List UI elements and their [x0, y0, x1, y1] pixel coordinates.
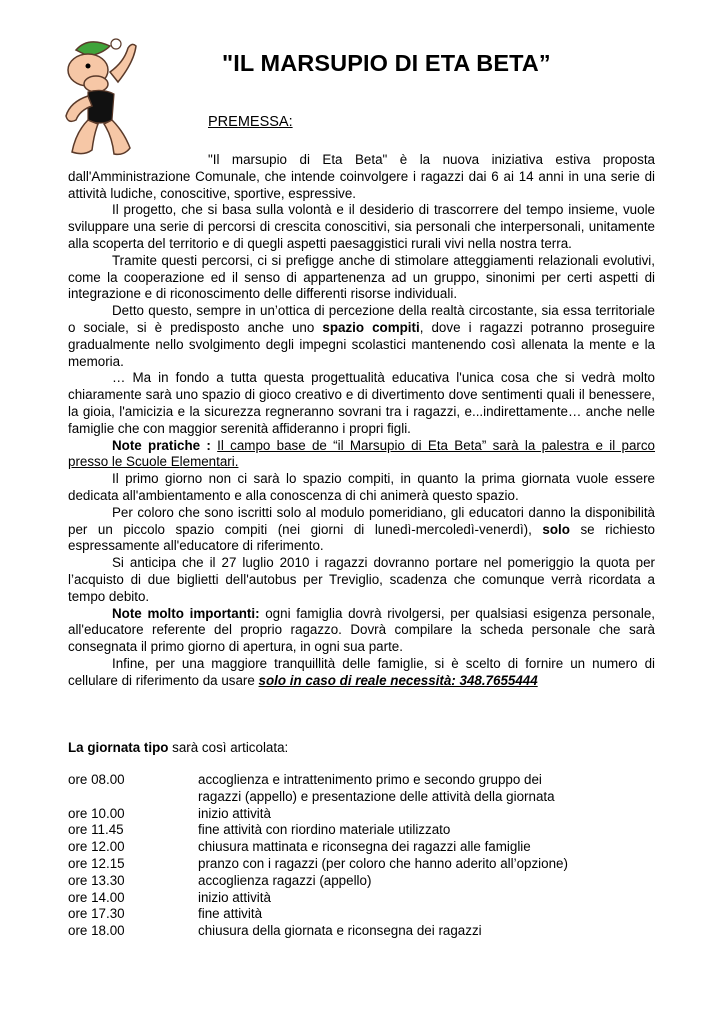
- schedule-row: [68, 873, 668, 890]
- schedule-time: [68, 789, 198, 806]
- paragraph-6: [68, 438, 655, 472]
- schedule-row: [68, 906, 668, 923]
- eta-beta-mascot-icon: [58, 36, 166, 158]
- schedule-activity: ragazzi (appello) e presentazione delle attività della giornata: [198, 788, 555, 804]
- paragraph-3: Tramite questi percorsi, ci si prefigge anche di stimolare atteggiamenti relazionali evolutivi, come la cooperazione ed il senso di appartenenza ad un gruppo, sinonimi per certi aspetti di integrazione e di riconoscimento delle differenti risorse individuali.: [68, 252, 655, 302]
- paragraph-4: [68, 303, 655, 370]
- paragraph-2: Il progetto, che si basa sulla volontà e il desiderio di trascorrere del tempo insieme, vuole sviluppare una serie di percorsi di crescita conoscitivi, sia personali che interpersonali, unitamente alla scoperta del territorio e di quegli aspetti paesaggistici rurali vivi nella nostra terra.: [68, 202, 655, 251]
- paragraph-10-text: ogni famiglia dovrà rivolgersi, per qualsiasi esigenza personale, all'educatore referente del proprio ragazzo. Dovrà compilare la scheda personale che sarà consegnata il primo giorno di apertura, in ogni sua parte.: [68, 605, 655, 655]
- schedule-time: ore 08.00: [68, 772, 125, 787]
- schedule-row: [68, 789, 668, 806]
- paragraph-10: [68, 606, 655, 656]
- giornata-tipo-heading: [68, 740, 288, 755]
- schedule-activity: accoglienza ragazzi (appello): [198, 872, 372, 888]
- schedule-row: [68, 772, 668, 789]
- schedule-row: [68, 856, 668, 873]
- schedule-activity: accoglienza e intrattenimento primo e secondo gruppo dei: [198, 772, 542, 787]
- schedule-activity: inizio attività: [198, 805, 271, 821]
- paragraph-9: Si anticipa che il 27 luglio 2010 i ragazzi dovranno portare nel pomeriggio la quota per l’acquisto di due biglietti dell'autobus per Treviglio, scadenza che comunque verrà ricordata a tempo debito.: [68, 555, 655, 604]
- schedule-activity: fine attività: [198, 906, 263, 922]
- paragraph-5: … Ma in fondo a tutta questa progettualità educativa l'unica cosa che si vedrà molto chiaramente sarà uno spazio di gioco creativo e di divertimento dove sentimenti quali il benessere, la gioia, l'amicizia e la sicurezza regneranno sovrani tra i ragazzi, e...indirettamente… anche nelle famiglie che con maggior serenità affideranno i propri figli.: [68, 370, 655, 436]
- paragraph-11: [68, 656, 655, 690]
- schedule-row: [68, 923, 668, 940]
- solo-emphasis: solo: [542, 521, 570, 537]
- schedule-time: ore 12.00: [68, 839, 125, 855]
- schedule-time: ore 13.30: [68, 872, 125, 888]
- paragraph-7: Il primo giorno non ci sarà lo spazio compiti, in quanto la prima giornata vuole essere dedicata all'ambientamento e alla conoscenza di chi animerà questo spazio.: [68, 471, 655, 503]
- schedule-activity: fine attività con riordino materiale utilizzato: [198, 822, 451, 838]
- note-importanti-label: Note molto importanti:: [112, 605, 260, 621]
- schedule-time: ore 12.15: [68, 855, 125, 871]
- emergency-phone-number: solo in caso di reale necessità: 348.7655444: [258, 672, 538, 688]
- schedule-time: ore 17.30: [68, 906, 125, 922]
- spazio-compiti-emphasis: spazio compiti: [322, 319, 420, 335]
- schedule-row: [68, 890, 668, 907]
- note-pratiche-label: Note pratiche :: [112, 437, 218, 453]
- schedule-time: ore 11.45: [68, 822, 124, 838]
- schedule-time: ore 10.00: [68, 805, 125, 821]
- paragraph-1: "Il marsupio di Eta Beta" è la nuova iniziativa estiva proposta dall'Amministrazione Comunale, che intende coinvolgere i ragazzi dai 6 ai 14 anni in una serie di attività ludiche, conoscitive, sportive, espressive.: [68, 152, 655, 201]
- schedule-activity: chiusura mattinata e riconsegna dei ragazzi alle famiglie: [198, 839, 531, 855]
- campo-base-text: Il campo base de “il Marsupio di Eta Beta” sarà la palestra e il parco presso le Scuole Elementari.: [68, 437, 656, 470]
- paragraph-8-text-b: se richiesto espressamente all'educatore di riferimento.: [68, 521, 655, 554]
- paragraph-8: [68, 505, 655, 555]
- schedule-time: ore 14.00: [68, 889, 125, 905]
- giornata-tipo-label: La giornata tipo: [68, 740, 169, 755]
- schedule-time: ore 18.00: [68, 923, 125, 939]
- schedule-activity: chiusura della giornata e riconsegna dei ragazzi: [198, 923, 482, 939]
- schedule-activity: pranzo con i ragazzi (per coloro che hanno aderito all’opzione): [198, 855, 568, 871]
- daily-schedule: [68, 772, 668, 940]
- document-title: "IL MARSUPIO DI ETA BETA”: [222, 50, 551, 76]
- schedule-row: [68, 822, 668, 839]
- schedule-activity: inizio attività: [198, 889, 271, 905]
- schedule-row: [68, 806, 668, 823]
- paragraph-4-text-a: Detto questo, sempre in un’ottica di percezione della realtà circostante, sia essa territoriale o sociale, si è predisposto anche uno: [68, 303, 655, 335]
- giornata-tipo-rest: sarà così articolata:: [168, 740, 289, 755]
- paragraph-11-text: Infine, per una maggiore tranquillità delle famiglie, si è scelto di fornire un numero di cellulare di riferimento da usare: [68, 655, 655, 688]
- body-text: [68, 152, 655, 690]
- paragraph-4-text-b: , dove i ragazzi potranno proseguire gradualmente nello svolgimento degli impegni scolastici mantenendo così allenata la mente e la memoria.: [68, 319, 655, 369]
- section-heading-premessa: PREMESSA:: [208, 114, 293, 130]
- paragraph-8-text-a: Per coloro che sono iscritti solo al modulo pomeridiano, gli educatori danno la disponibilità per un piccolo spazio compiti (nei giorni di lunedì-mercoledì-venerdì),: [68, 504, 655, 537]
- schedule-row: [68, 839, 668, 856]
